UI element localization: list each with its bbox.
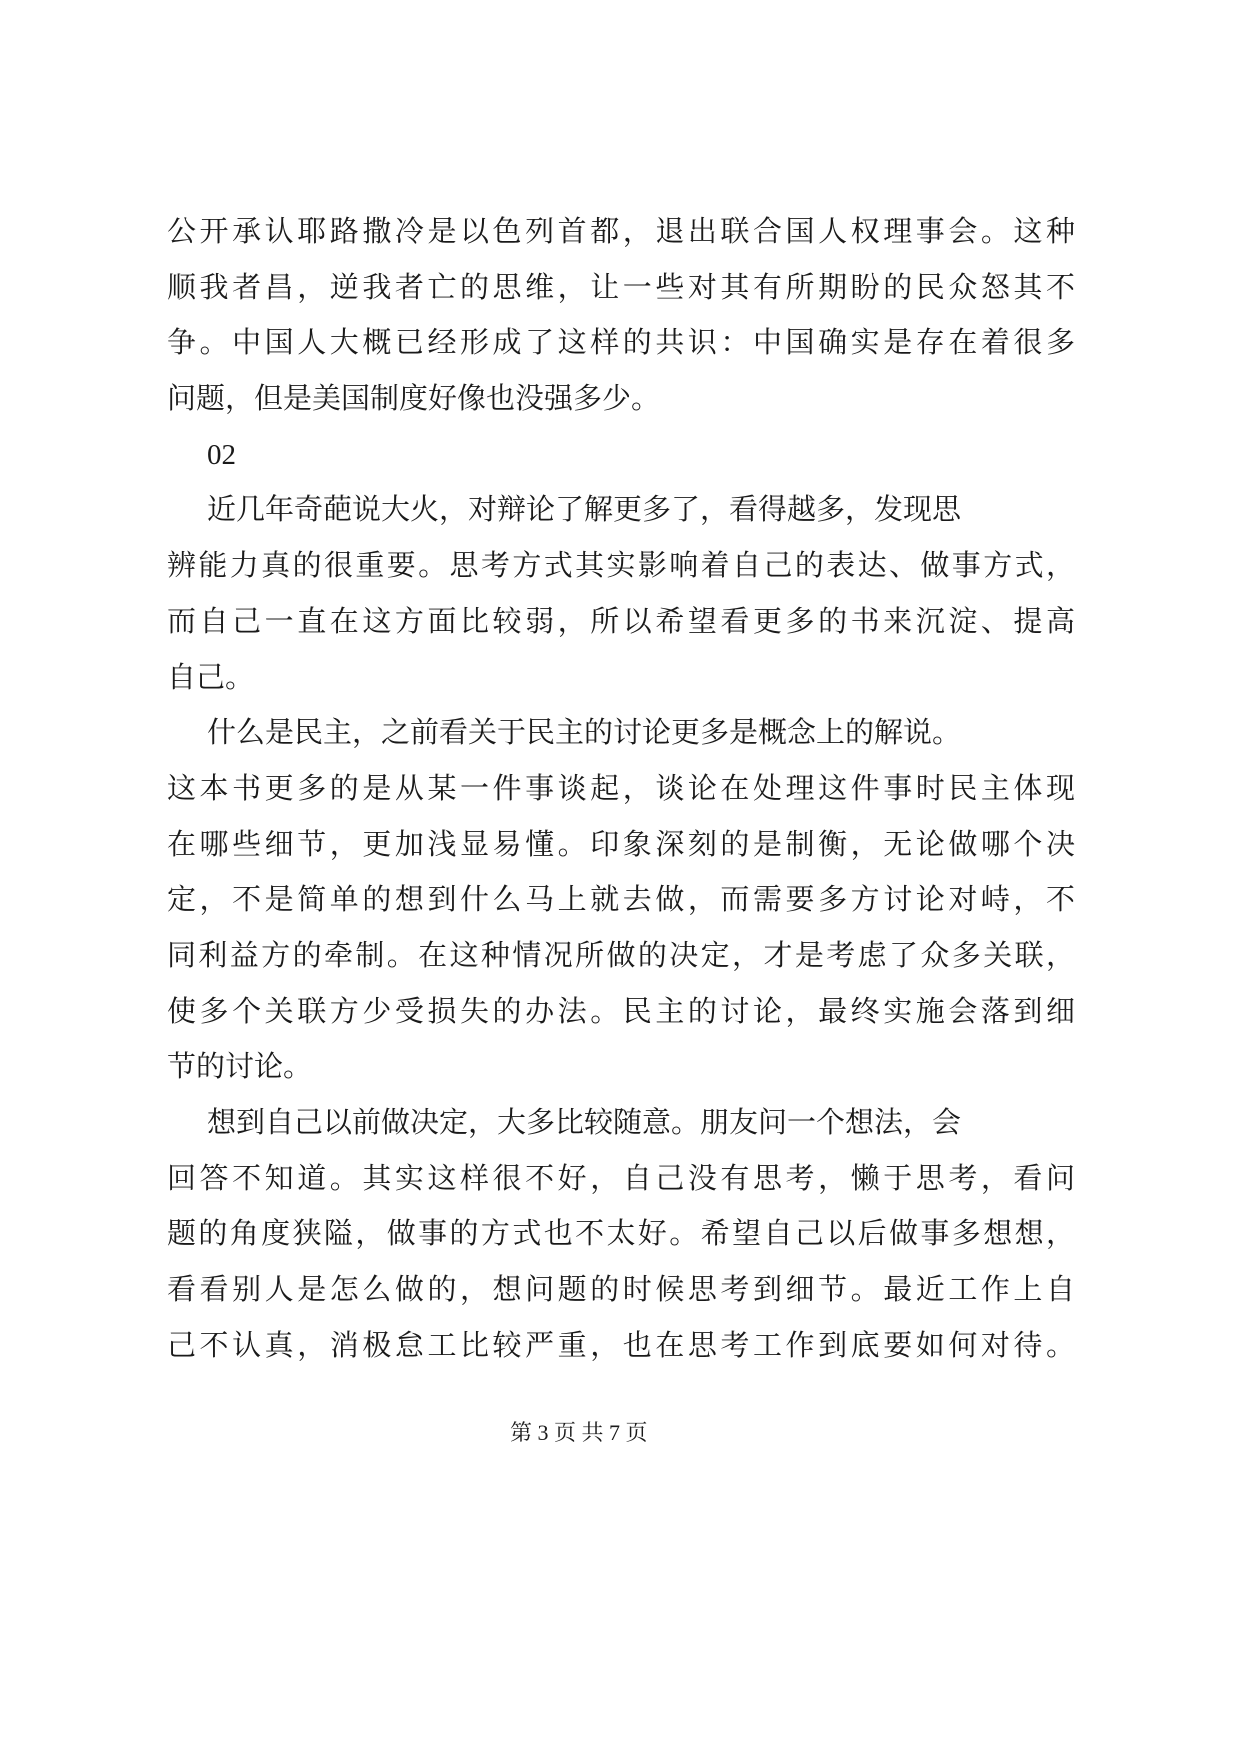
text-line: 什么是民主，之前看关于民主的讨论更多是概念上的解说。 xyxy=(207,717,962,750)
document-body xyxy=(167,205,1079,1374)
section-number: 02 xyxy=(207,438,236,471)
paragraph xyxy=(167,706,1079,1096)
text-line: 自己。 xyxy=(167,661,255,694)
text-line: 节的讨论。 xyxy=(167,1051,313,1084)
text-line: 争。中国人大概已经形成了这样的共识：中国确实是存在着很多 xyxy=(167,327,1079,360)
page-footer: 第 3 页 共 7 页 xyxy=(510,1420,648,1445)
paragraph xyxy=(167,205,1079,428)
text-line: 公开承认耶路撒冷是以色列首都，退出联合国人权理事会。这种 xyxy=(167,216,1079,248)
text-line: 而自己一直在这方面比较弱，所以希望看更多的书来沉淀、提高 xyxy=(167,605,1079,638)
section-number-paragraph xyxy=(167,428,1075,484)
text-line: 题的角度狭隘，做事的方式也不太好。希望自己以后做事多想想， xyxy=(167,1218,1078,1251)
text-line: 想到自己以前做决定，大多比较随意。朋友问一个想法，会 xyxy=(207,1107,962,1139)
text-line: 顺我者昌，逆我者亡的思维，让一些对其有所期盼的民众怒其不 xyxy=(167,271,1079,304)
text-line: 问题，但是美国制度好像也没强多少。 xyxy=(167,383,661,416)
text-line: 回答不知道。其实这样很不好，自己没有思考，懒于思考，看问 xyxy=(167,1162,1079,1195)
paragraph xyxy=(167,1096,1079,1374)
text-line: 使多个关联方少受损失的办法。民主的讨论，最终实施会落到细 xyxy=(167,995,1079,1028)
text-line: 同利益方的牵制。在这种情况所做的决定，才是考虑了众多关联， xyxy=(167,939,1078,972)
paragraph xyxy=(167,483,1079,706)
text-line: 这本书更多的是从某一件事谈起，谈论在处理这件事时民主体现 xyxy=(167,772,1079,805)
text-line: 近几年奇葩说大火，对辩论了解更多了，看得越多，发现思 xyxy=(207,494,962,527)
text-line: 在哪些细节，更加浅显易懂。印象深刻的是制衡，无论做哪个决 xyxy=(167,828,1079,861)
text-line: 定，不是简单的想到什么马上就去做，而需要多方讨论对峙，不 xyxy=(167,884,1079,917)
text-line: 己不认真，消极怠工比较严重，也在思考工作到底要如何对待。 xyxy=(167,1329,1079,1362)
text-line: 看看别人是怎么做的，想问题的时候思考到细节。最近工作上自 xyxy=(167,1274,1079,1307)
text-line: 辨能力真的很重要。思考方式其实影响着自己的表达、做事方式， xyxy=(167,550,1078,583)
